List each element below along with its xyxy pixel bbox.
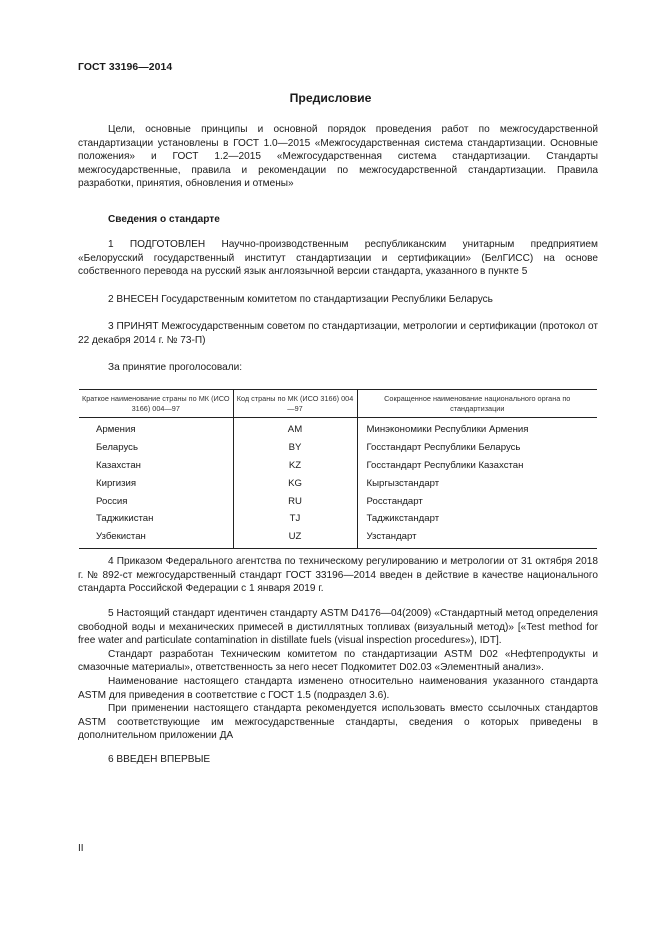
- table-row: [79, 457, 597, 475]
- code-cell: KZ: [233, 457, 357, 475]
- column-header-organization: Сокращенное наименование национального органа по стандартизации: [357, 390, 597, 418]
- item-5-identity: 5 Настоящий стандарт идентичен стандарту ASTM D4176—04(2009) «Стандартный метод определения свободной воды и механических примесей в дистиллятных топливах (визуальный метод)» [«Test method for free water and particulate contamination in distillate fuels (visual inspection procedures»), IDT].: [78, 608, 598, 647]
- code-cell: RU: [233, 492, 357, 510]
- item-5-title-change: Наименование настоящего стандарта изменено относительно наименования указанного стандарта ASTM для приведения в соответствие с ГОСТ 1.5 (подраздел 3.6).: [78, 675, 598, 701]
- item-5-paragraph: [78, 607, 598, 743]
- code-cell: KG: [233, 474, 357, 492]
- voted-label: За принятие проголосовали:: [108, 362, 243, 373]
- page-number: II: [78, 843, 84, 854]
- organization-cell: Узстандарт: [357, 528, 597, 548]
- organization-cell: Росстандарт: [357, 492, 597, 510]
- organization-cell: Госстандарт Республики Казахстан: [357, 457, 597, 475]
- country-cell: Россия: [96, 495, 128, 507]
- table-row: [79, 418, 597, 439]
- item-3-paragraph: 3 ПРИНЯТ Межгосударственным советом по стандартизации, метрологии и сертификации (протокол от 22 декабря 2014 г. № 73-П): [78, 321, 598, 346]
- info-heading: Сведения о стандарте: [108, 214, 220, 225]
- intro-paragraph: Цели, основные принципы и основной порядок проведения работ по межгосударственной стандартизации установлены в ГОСТ 1.0—2015 «Межгосударственная система стандартизации. Основные положения» и ГОСТ 1.2—2015 «Межгосударственная система стандартизации. Стандарты межгосударственные, правила и рекомендации по межгосударственной стандартизации. Правила разработки, принятия, обновления и отмены»: [78, 124, 598, 190]
- code-cell: UZ: [233, 528, 357, 548]
- item-2-paragraph: 2 ВНЕСЕН Государственным комитетом по стандартизации Республики Беларусь: [108, 294, 493, 305]
- item-5-developer: Стандарт разработан Техническим комитетом по стандартизации ASTM D02 «Нефтепродукты и смазочные материалы», ответственность за него несет Подкомитет D02.03 «Элементный анализ».: [78, 648, 598, 674]
- organization-cell: Кыргызстандарт: [357, 474, 597, 492]
- countries-table: [79, 389, 597, 549]
- table-row: [79, 439, 597, 457]
- item-4-paragraph: 4 Приказом Федерального агентства по техническому регулированию и метрологии от 31 октября 2018 г. № 892-ст межгосударственный стандарт ГОСТ 33196—2014 введен в действие в качестве национального стандарта Российской Федерации с 1 января 2019 г.: [78, 556, 598, 595]
- country-cell: Казахстан: [96, 459, 141, 471]
- item-5-references: При применении настоящего стандарта рекомендуется использовать вместо ссылочных стандартов ASTM соответствующие им межгосударственные стандарты, сведения о которых приведены в дополнительном приложении ДА: [78, 703, 598, 742]
- country-cell: Беларусь: [96, 442, 138, 454]
- country-cell: Узбекистан: [79, 528, 233, 548]
- page-title: Предисловие: [289, 91, 372, 105]
- item-1-paragraph: 1 ПОДГОТОВЛЕН Научно-производственным республиканским унитарным предприятием «Белорусский государственный институт стандартизации и сертификации» (БелГИСС) на основе собственного перевода на русский язык англоязычной версии стандарта, указанного в пункте 5: [78, 239, 598, 278]
- table-row: [79, 492, 597, 510]
- organization-cell: Минэкономики Республики Армения: [357, 418, 597, 439]
- table-row: [79, 474, 597, 492]
- table-row: [79, 510, 597, 528]
- code-cell: TJ: [233, 510, 357, 528]
- organization-cell: Таджикстандарт: [357, 510, 597, 528]
- organization-cell: Госстандарт Республики Беларусь: [357, 439, 597, 457]
- item-6-paragraph: 6 ВВЕДЕН ВПЕРВЫЕ: [108, 754, 211, 765]
- country-cell: Таджикистан: [96, 513, 154, 525]
- column-header-code: Код страны по МК (ИСО 3166) 004—97: [233, 390, 357, 418]
- table-header-row: [79, 390, 597, 418]
- code-cell: BY: [233, 439, 357, 457]
- column-header-country: Краткое наименование страны по МК (ИСО 3166) 004—97: [79, 390, 233, 418]
- code-cell: AM: [233, 418, 357, 439]
- table-row: [79, 528, 597, 548]
- country-cell: Киргизия: [96, 477, 137, 489]
- standard-code-header: ГОСТ 33196—2014: [78, 62, 173, 73]
- country-cell: Армения: [96, 424, 136, 436]
